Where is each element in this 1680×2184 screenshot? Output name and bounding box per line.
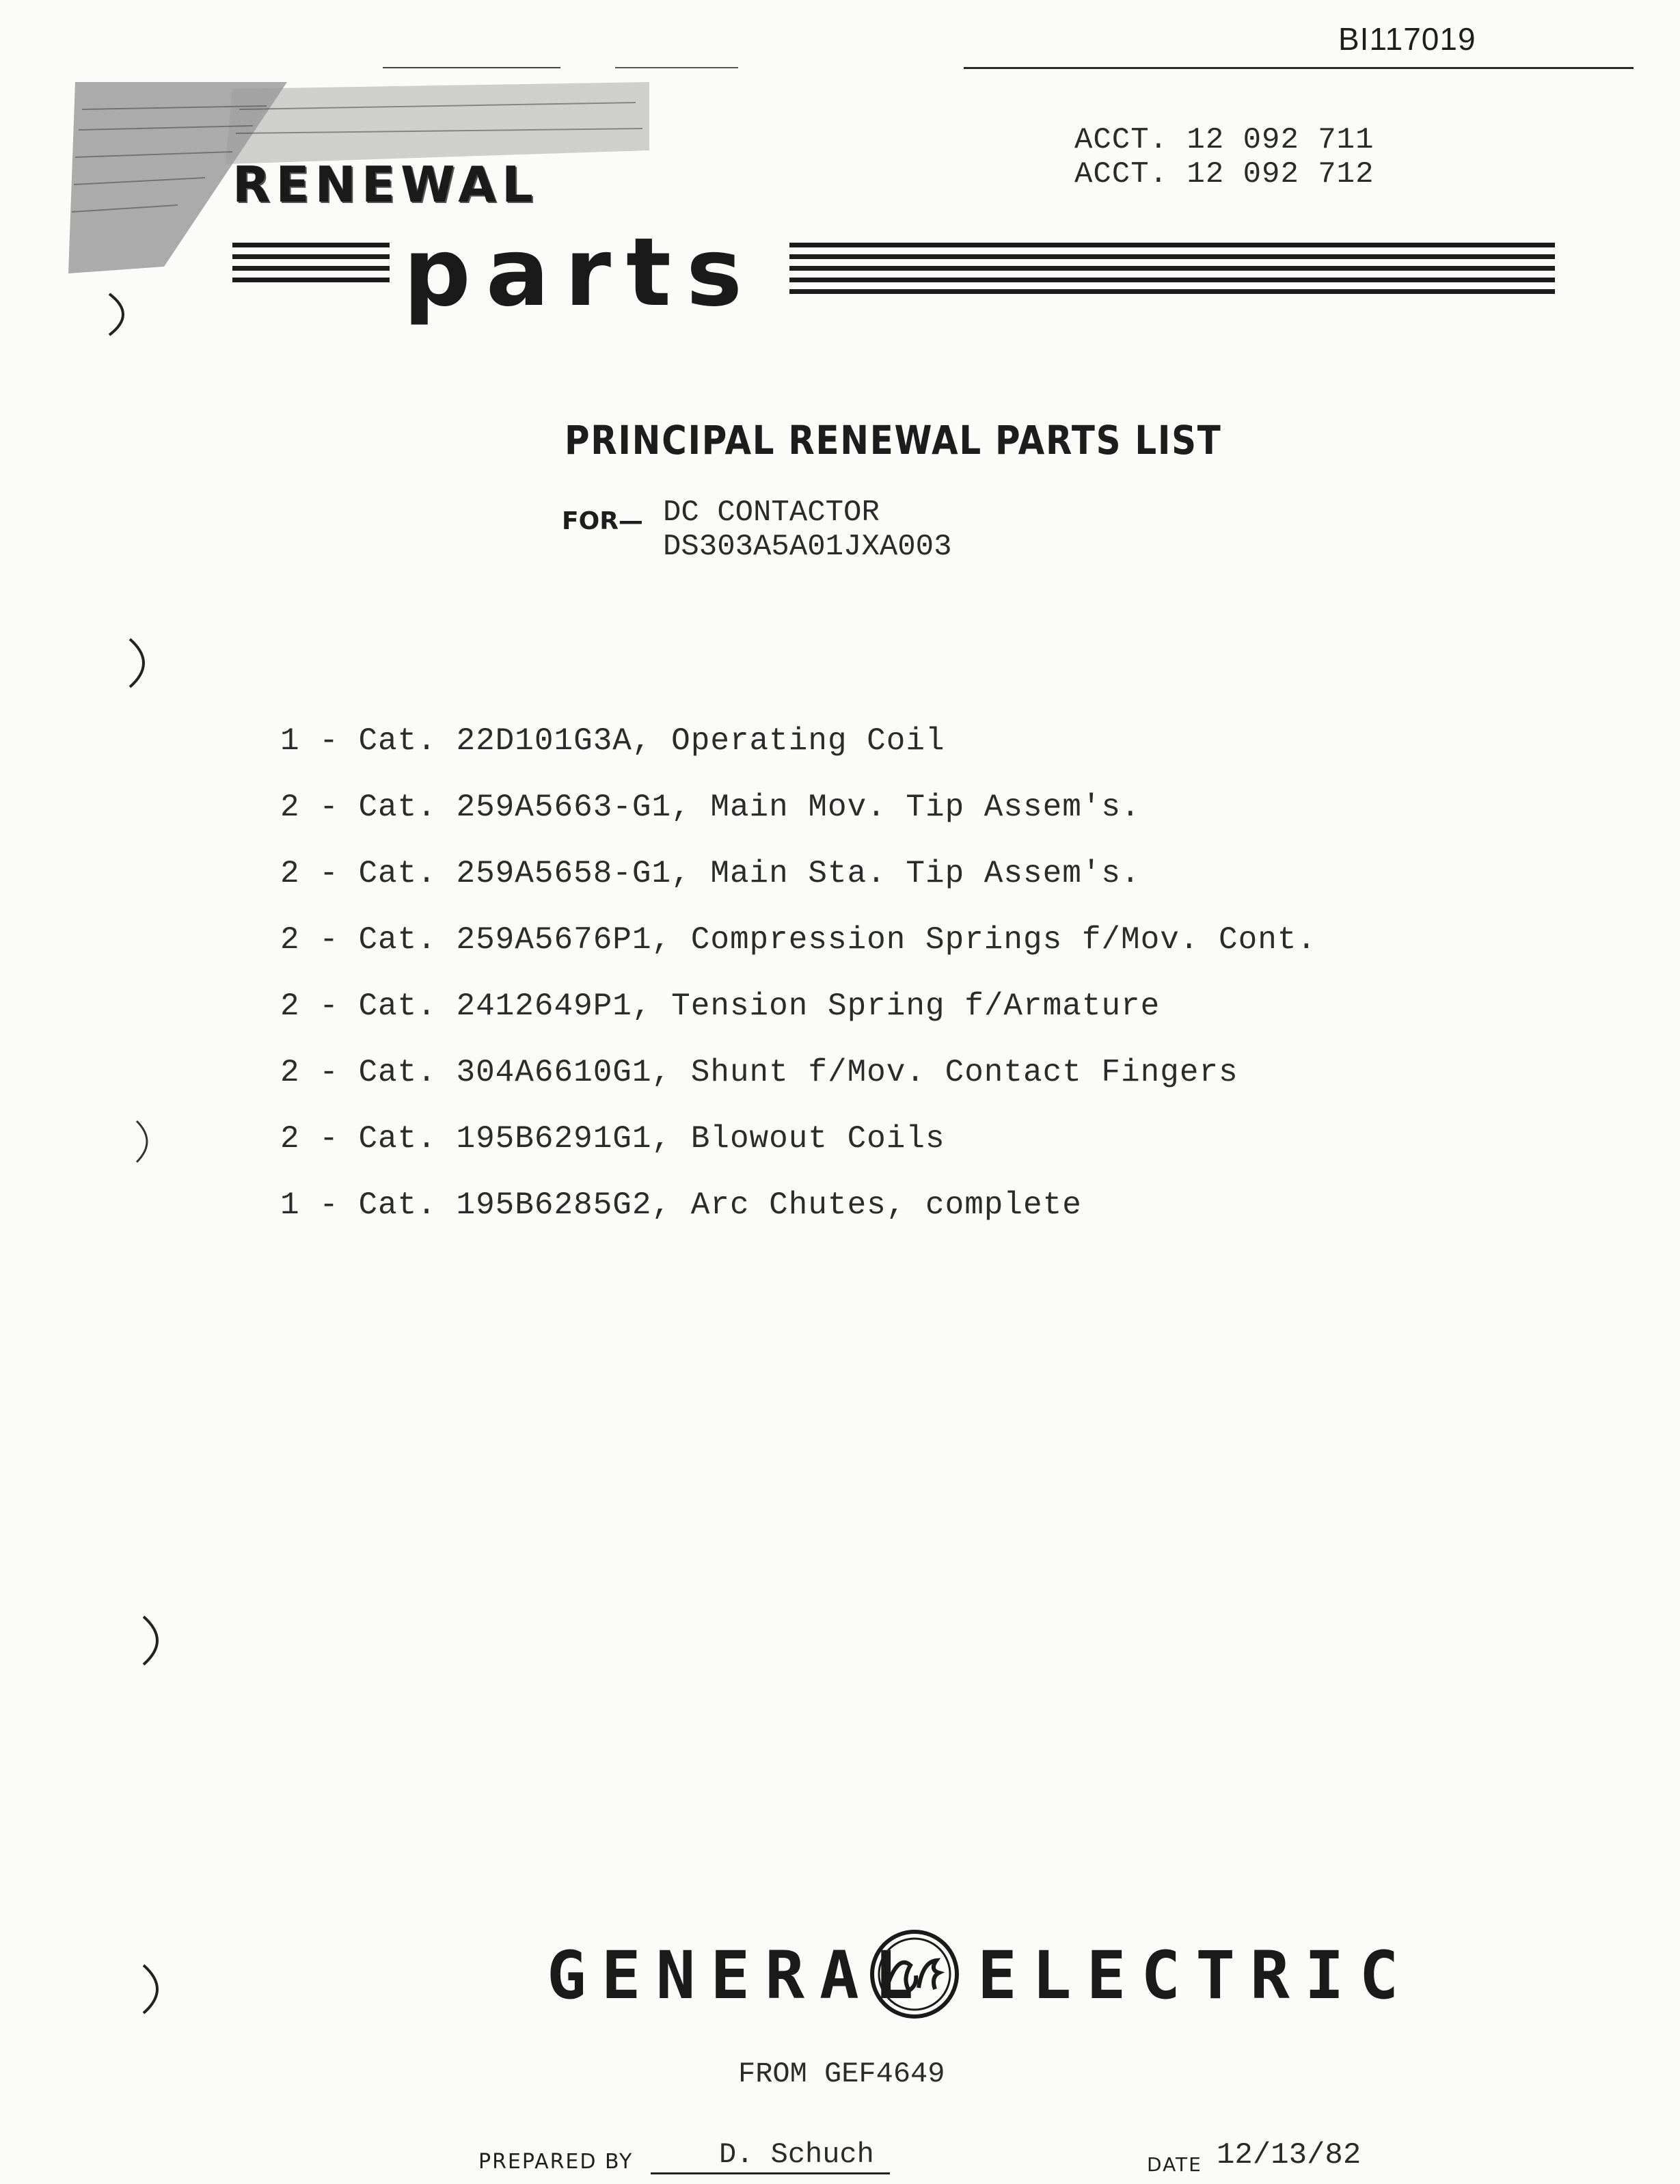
banner-rules-right	[789, 243, 1555, 301]
account-number: ACCT. 12 092 711	[1074, 123, 1374, 157]
page-title: PRINCIPAL RENEWAL PARTS LIST	[565, 417, 1222, 463]
punch-mark	[123, 636, 164, 690]
list-item: 2 - Cat. 259A5676P1, Compression Springs f/Mov. Cont.	[280, 922, 1317, 958]
ge-monogram-icon	[868, 1928, 961, 2021]
list-item: 2 - Cat. 259A5658-G1, Main Sta. Tip Assem's.	[280, 856, 1141, 891]
source-reference: FROM GEF4649	[738, 2058, 945, 2090]
equipment-name: DC CONTACTOR	[663, 496, 880, 530]
document-id: BI117019	[1338, 21, 1476, 57]
punch-mark	[126, 1114, 167, 1169]
date-value: 12/13/82	[1217, 2138, 1361, 2172]
list-item: 2 - Cat. 195B6291G1, Blowout Coils	[280, 1121, 945, 1157]
account-number: ACCT. 12 092 712	[1074, 157, 1374, 191]
punch-mark	[137, 1962, 178, 2017]
date-label: DATE	[1147, 2153, 1202, 2176]
general-electric-logo	[547, 1928, 1414, 2023]
banner-renewal-word: RENEWAL	[232, 156, 539, 213]
list-item: 1 - Cat. 195B6285G2, Arc Chutes, complete	[280, 1187, 1082, 1223]
punch-mark	[103, 287, 144, 342]
list-item: 2 - Cat. 2412649P1, Tension Spring f/Armature	[280, 988, 1161, 1024]
parts-list	[280, 723, 1316, 1254]
equipment-model: DS303A5A01JXA003	[663, 530, 952, 564]
list-item: 2 - Cat. 304A6610G1, Shunt f/Mov. Contact Fingers	[280, 1055, 1238, 1090]
prepared-by-value: D. Schuch	[719, 2138, 874, 2171]
for-label: FOR—	[562, 507, 643, 535]
banner-rules-left	[232, 243, 390, 289]
prepared-by-label: PREPARED BY	[478, 2150, 634, 2174]
punch-mark	[137, 1613, 178, 1668]
banner-parts-word: parts	[403, 217, 758, 327]
logo-word-general: GENERAL	[547, 1937, 929, 2014]
logo-word-electric: ELECTRIC	[977, 1937, 1414, 2014]
list-item: 2 - Cat. 259A5663-G1, Main Mov. Tip Assem's.	[280, 790, 1141, 825]
list-item: 1 - Cat. 22D101G3A, Operating Coil	[280, 723, 945, 759]
prepared-by-underline	[651, 2172, 890, 2174]
header-rule	[964, 67, 1634, 69]
